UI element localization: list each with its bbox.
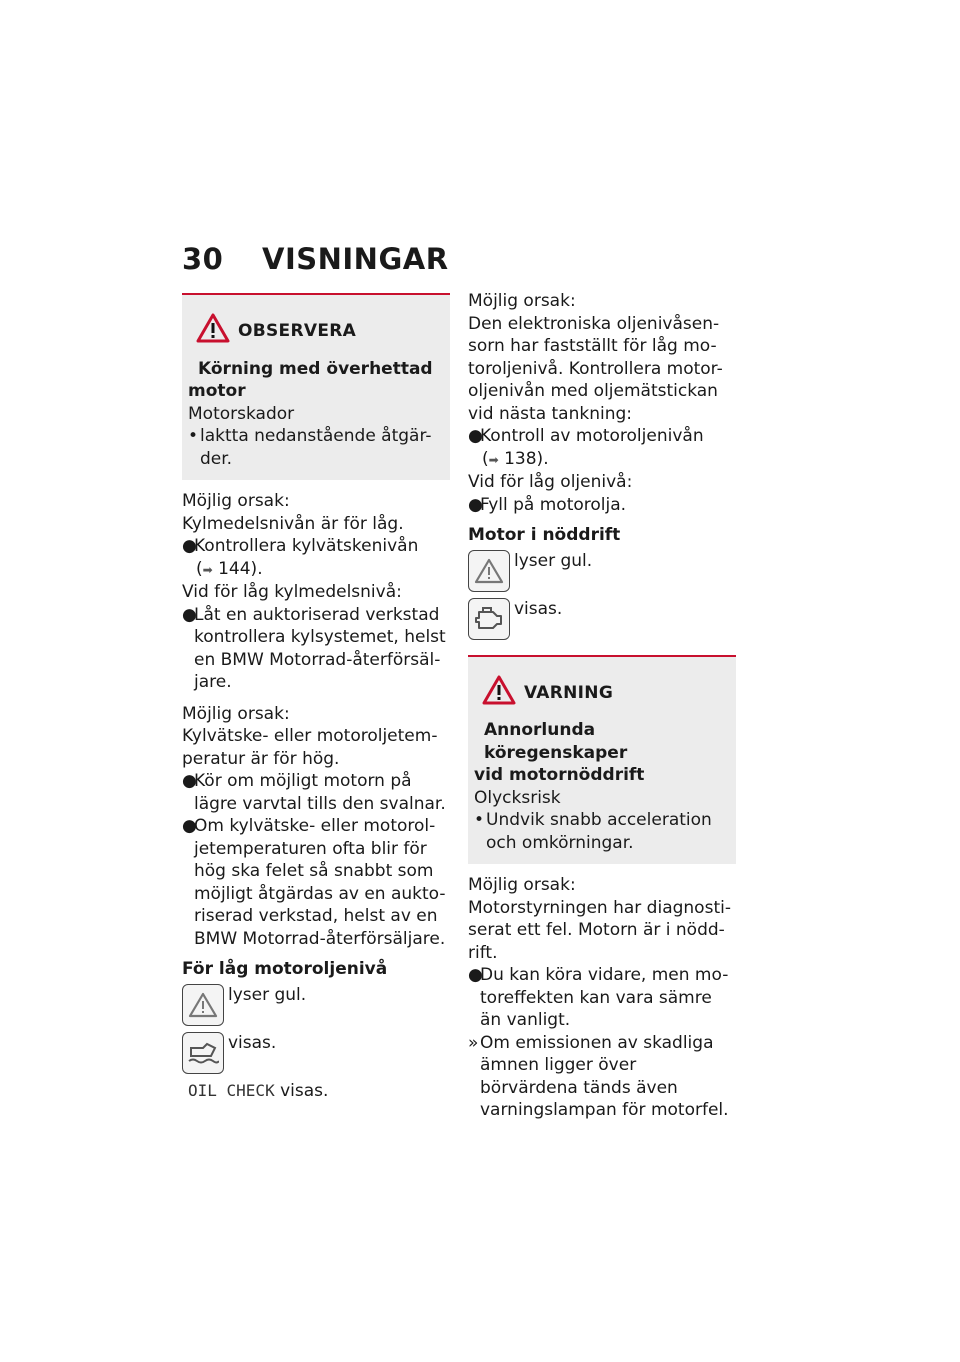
notice-box xyxy=(182,293,450,480)
paragraph: Vid för låg oljenivå: xyxy=(468,472,633,492)
cause-label: Möjlig orsak: xyxy=(468,875,576,895)
sub-heading: Motor i nöddrift xyxy=(468,525,621,545)
list-item: ● Du kan köra vidare, men mo-toreffekten kan vara sämre än vanligt. xyxy=(468,965,729,1030)
paragraph: Vid för låg kylmedelsnivå: xyxy=(182,582,402,602)
warning-box xyxy=(468,655,736,865)
notice-header xyxy=(196,313,440,350)
page-reference[interactable]: (➡ 138). xyxy=(482,448,549,469)
cause-text: Kylvätske- eller motoroljetem-peratur är för hög. xyxy=(182,726,438,769)
cause-label: Möjlig orsak: xyxy=(468,291,576,311)
indicator-text: lyser gul. xyxy=(514,550,593,571)
indicator-text: lyser gul. xyxy=(228,984,307,1005)
notice-title: Körning med överhettad xyxy=(198,358,433,379)
list-item: ● Kontrollera kylvätskenivån xyxy=(182,536,419,556)
indicator-row xyxy=(468,550,736,592)
cause-text: Motorstyrningen har diagnosti-serat ett fel. Motorn är i nödd-rift. xyxy=(468,897,731,963)
arrow-right-icon: ➡ xyxy=(488,452,499,467)
result-item: » Om emissionen av skadliga ämnen ligger över börvärdena tänds även varningslampan för motorfel. xyxy=(468,1032,729,1120)
sub-heading: För låg motoroljenivå xyxy=(182,959,388,979)
warning-risk: Olycksrisk xyxy=(474,787,561,808)
indicator-row xyxy=(182,984,450,1026)
warning-header xyxy=(482,675,726,712)
list-item: ● Kontroll av motoroljenivån xyxy=(468,426,704,446)
cause-label: Möjlig orsak: xyxy=(182,703,290,724)
list-item: ● Låt en auktoriserad verkstad kontrollera kylsystemet, helst en BMW Motorrad-återförsäl-jare. xyxy=(182,604,446,692)
indicator-row xyxy=(468,598,736,640)
warning-action: • Undvik snabb acceleration och omkörningar. xyxy=(474,810,712,853)
cause-label: Möjlig orsak: xyxy=(182,491,290,511)
general-warning-icon xyxy=(468,550,510,592)
notice-title-cont: motor xyxy=(188,381,246,401)
display-message: OIL CHECK visas. xyxy=(188,1080,329,1101)
notice-label: OBSERVERA xyxy=(238,321,357,341)
general-warning-icon xyxy=(182,984,224,1026)
left-column xyxy=(182,293,450,1102)
list-item: ● Fyll på motorolja. xyxy=(468,494,627,515)
arrow-right-icon: ➡ xyxy=(202,562,213,577)
warning-title: Annorlunda köregenskaper xyxy=(484,720,628,763)
cause-text: Kylmedelsnivån är för låg. xyxy=(182,513,404,534)
indicator-text: visas. xyxy=(228,1032,277,1053)
oil-level-icon xyxy=(182,1032,224,1074)
list-item: ● Om kylvätske- eller motorol-jetemperaturen ofta blir för hög ska felet så snabbt som möjligt åtgärdas av en aukto-riserad verkstad, helst av en BMW Motorrad-återförsäljare. xyxy=(182,816,446,949)
notice-action: • laktta nedanstående åtgär-der. xyxy=(188,426,432,469)
warning-title-cont: vid motornöddrift xyxy=(474,765,645,785)
notice-risk: Motorskador xyxy=(188,403,295,424)
indicator-row xyxy=(182,1032,450,1074)
page-number: 30 xyxy=(182,242,224,276)
list-item: ● Kör om möjligt motorn på lägre varvtal tills den svalnar. xyxy=(182,771,446,814)
page-title: VISNINGAR xyxy=(262,242,449,276)
warning-triangle-icon xyxy=(196,313,230,350)
cause-text: Den elektroniska oljenivåsen-sorn har fastställt för låg mo-toroljenivå. Kontrollera motor-oljenivån med oljemätstickan vid nästa tankning: xyxy=(468,313,723,424)
engine-fault-icon xyxy=(468,598,510,640)
warning-triangle-icon xyxy=(482,675,516,712)
right-column xyxy=(468,290,736,1122)
page-reference[interactable]: (➡ 144). xyxy=(196,558,263,579)
indicator-text: visas. xyxy=(514,598,563,619)
page-header xyxy=(182,242,449,276)
warning-label: VARNING xyxy=(524,682,614,703)
